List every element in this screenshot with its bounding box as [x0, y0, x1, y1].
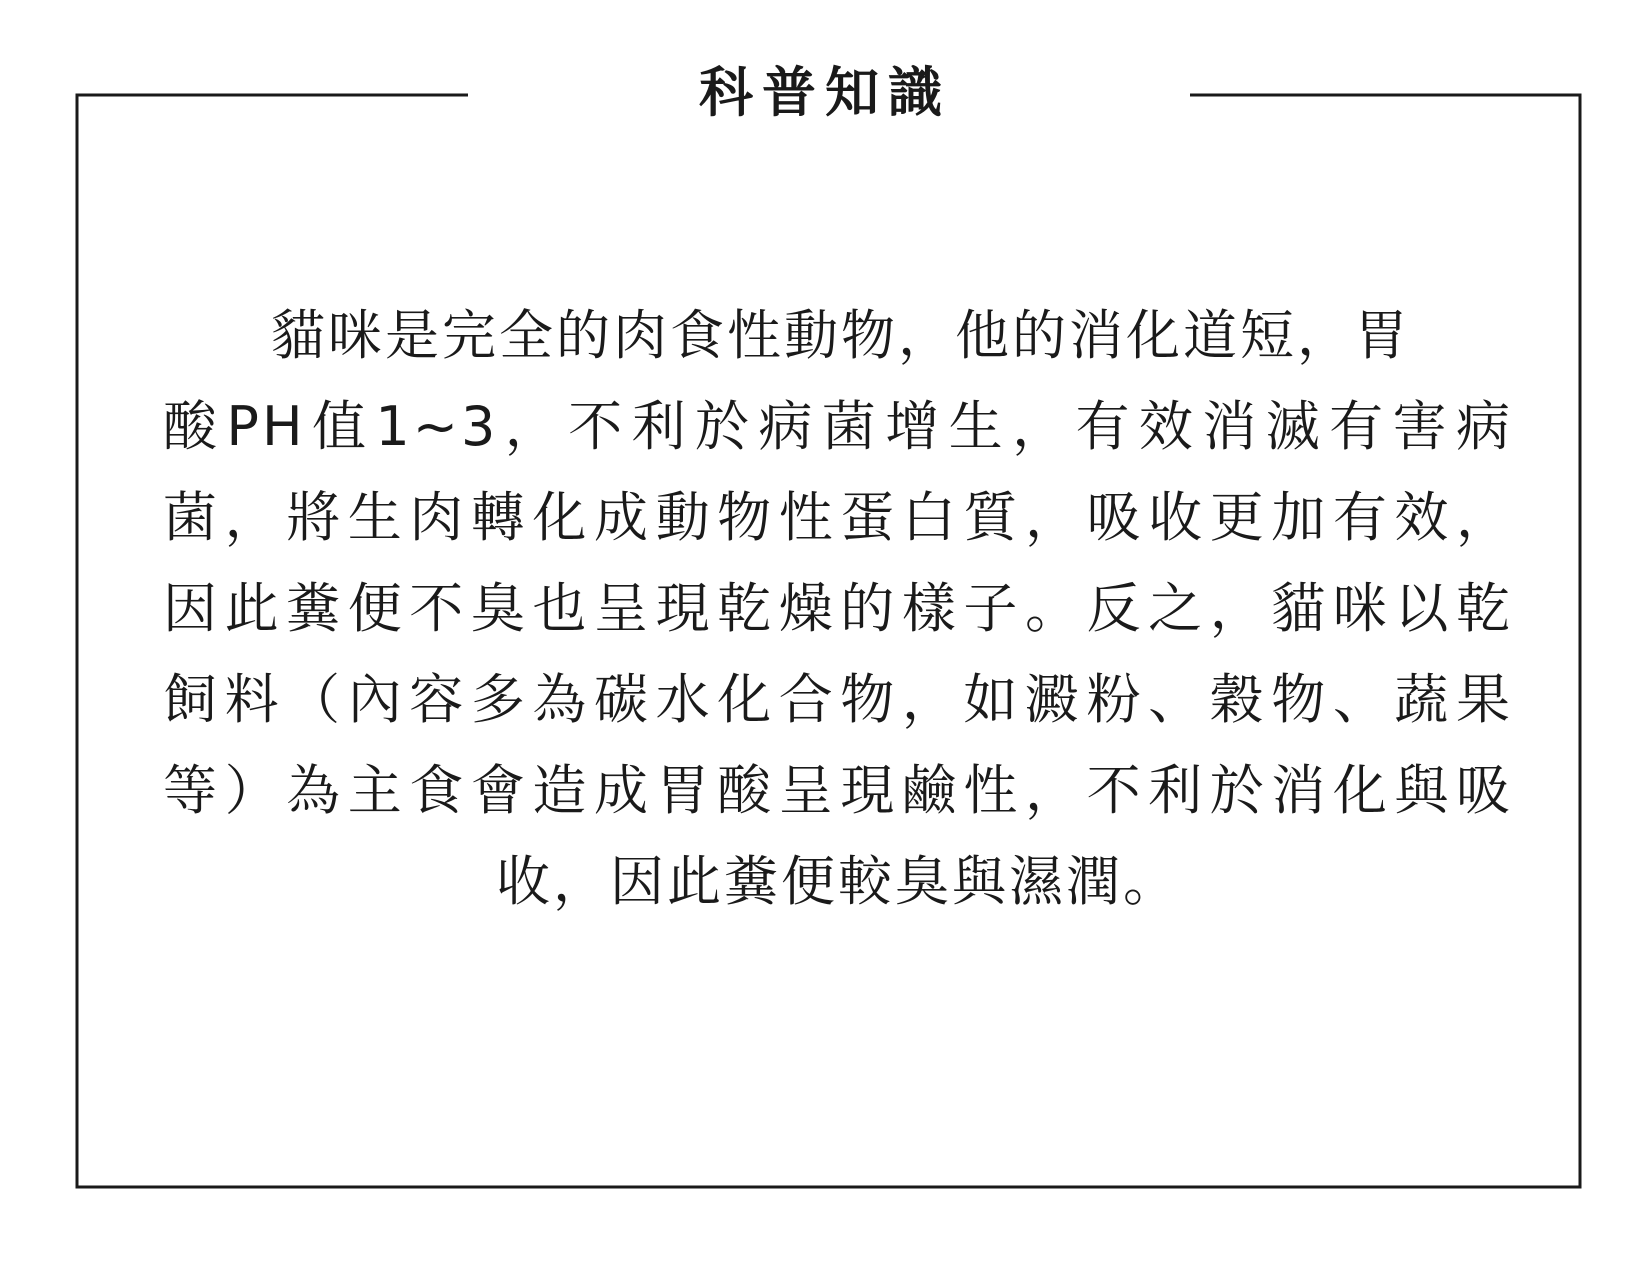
article-line: 飼料（內容多為碳水化合物，如澱粉、穀物、蔬果 — [163, 668, 1513, 731]
page-title: 科普知識 — [699, 61, 951, 124]
article-line: 貓咪是完全的肉食性動物，他的消化道短，胃 — [271, 304, 1411, 367]
article-body — [163, 290, 1513, 927]
article-line: 因此糞便不臭也呈現乾燥的樣子。反之，貓咪以乾 — [163, 577, 1513, 640]
article-line: 酸PH值1~3，不利於病菌增生，有效消滅有害病 — [163, 395, 1513, 458]
article-line: 等）為主食會造成胃酸呈現鹼性，不利於消化與吸 — [163, 759, 1513, 822]
article-line: 菌，將生肉轉化成動物性蛋白質，吸收更加有效， — [163, 486, 1513, 549]
article-line: 收，因此糞便較臭與濕潤。 — [496, 850, 1180, 913]
